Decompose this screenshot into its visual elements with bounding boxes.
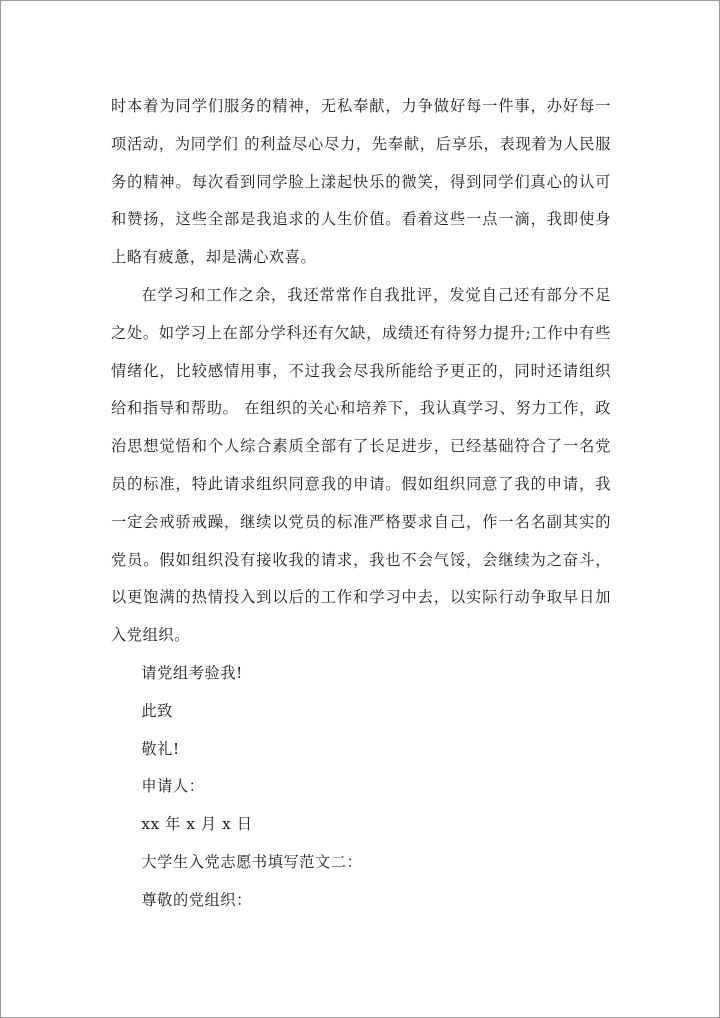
date-line: xx 年 x 月 x 日 (141, 815, 253, 834)
greeting-line: 尊敬的党组织： (141, 890, 252, 909)
paragraph-continued: 时本着为同学们服务的精神，无私奉献，力争做好每一件事，办好每一项活动，为同学们 的利益尽心尽力，先奉献，后享乐，表现着为人民服务的精神。每次看到同学脸上漾起快乐的微笑，得到同学们真心的认可和赞扬，这些全部是我追求的人生价值。看着这些一点一滴，我即使身上略有疲惫，却是满心欢喜。 (111, 97, 611, 267)
document-body (111, 88, 611, 920)
section-heading-sample-two: 大学生入党志愿书填写范文二： (141, 852, 363, 871)
paragraph-self-criticism: 在学习和工作之余，我还常常作自我批评，发觉自己还有部分不足之处。如学习上在部分学科还有欠缺，成绩还有待努力提升;工作中有些情绪化，比较感情用事，不过我会尽我所能给予更正的，同时还请组织给和指导和帮助。 在组织的关心和培养下，我认真学习、努力工作，政治思想觉悟和个人综合素质全部有了长足进步，已经基础符合了一名党员的标准，特此请求组织同意我的申请。假如组织同意了我的申请，我一定会戒骄戒躁，继续以党员的标准严格要求自己，作一名名副其实的党员。假如组织没有接收我的请求，我也不会气馁，会继续为之奋斗，以更饱满的热情投入到以后的工作和学习中去，以实际行动争取早日加入党组织。 (111, 285, 611, 645)
closing-line-respect: 敬礼! (141, 739, 180, 758)
applicant-label: 申请人： (141, 777, 205, 796)
closing-line-request: 请党组考验我! (141, 663, 243, 682)
closing-line-salutation: 此致 (141, 701, 173, 720)
